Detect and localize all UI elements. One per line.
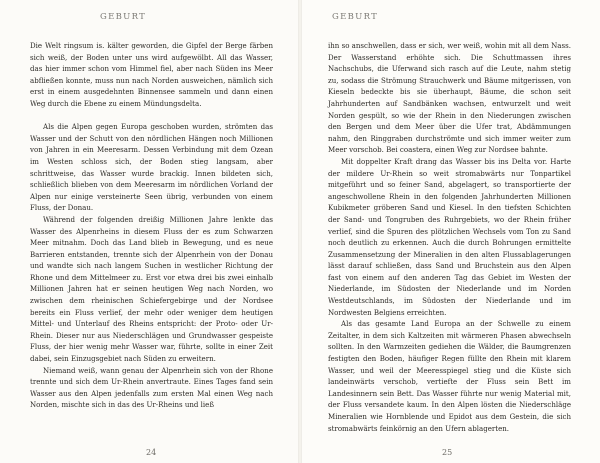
right-paragraph-3: Als das gesamte Land Europa an der Schwelle zu einem Zeitalter, in dem sich Kaltzeiten mit wärmeren Phasen abwechseln sollten. In den Warmzeiten gediehen die Wälder, die Baumgrenzen festigten den Boden, häufiger Regen füllte den Rhein mit klarem Wasser, und weil der Meeresspiegel stieg und die Küste sich landeinwärts verschob, vertiefte der Fluss sein Bett im Landesinnern sein Bett. Das Wasser führte nur wenig Material mit, der Fluss versandete kaum. In den Alpen lösten die Niederschläge Mineralien wie Hornblende und Epidot aus dem Gestein, die sich stromabwärts feinkörnig an den Ufern ablagerten. — [328, 319, 571, 433]
left-page-body — [30, 40, 273, 411]
page-number-right: 25 — [442, 448, 453, 457]
book-gutter — [298, 0, 302, 463]
left-paragraph-1: Die Welt ringsum is. kälter geworden, die Gipfel der Berge färben sich weiß, der Boden unter uns wird aufgewölbt. All das Wasser, das hier immer schon vom Himmel fiel, aber nach Süden ins Meer abfließen konnte, muss nun nach Norden ausweichen, nämlich sich erst in einem ausgedehnten Binnensee sammeln und dann einen Weg durch die Ebene zu einem Mündungsdelta. — [30, 41, 273, 108]
right-paragraph-2: Mit doppelter Kraft drang das Wasser bis ins Delta vor. Harte der mildere Ur-Rhein so weit stromabwärts nur Tonpartikel mitgeführt und so feiner Sand, abgelagert, so transportierte der angeschwollene Rhein in den folgenden Jahrhunderten Millionen Kubikmeter gröberen Sand und Kiesel. In den tiefsten Schichten der Sand- und Tongruben des Ruhrgebiets, wo der Rhein früher verlief, sind die Spuren des plötzlichen Wechsels vom Ton zu Sand noch deutlich zu erkennen. Auch die durch Bohrungen ermittelte Zusammensetzung der Mineralien in den alten Flussablagerungen lässt darauf schließen, dass Sand und Bruchstein aus den Alpen fast von einem auf den anderen Tag das Gebiet im Westen der Niederlande, im Südosten der Niederlande und im Norden Westdeutschlands, im Südosten der Niederlande und im Nordwesten Belgiens erreichten. — [328, 156, 571, 317]
left-paragraph-2: Als die Alpen gegen Europa geschoben wurden, strömten das Wasser und der Schutt von den nördlichen Hängen noch Millionen von Jahren in ein Meeresarm. Dessen Verbindung mit dem Ozean im Westen schloss sich, der Boden stieg langsam, aber schrittweise, das Wasser wurde brackig. Innen bildeten sich, schließlich blieben von dem Meeresarm im nördlichen Vorland der Alpen nur einige versteinerte Seen übrig, verbunden von einem Fluss, der Donau. — [30, 122, 273, 213]
right-paragraph-1: ihn so anschwellen, dass er sich, wer weiß, wohin mit all dem Nass. Der Wasserstand erhöhte sich. Die Schuttmassen ihres Nachschubs, die Uferwand sich rasch auf die Leute, nahm stetig zu, sodass die Strömung Strauchwerk und Bäume mitgerissen, von Kieseln bedeckte bis sie überhaupt, Bäume, die schon seit Jahrhunderten auf Sandbänken wachsen, entwurzelt und weit Norden gespült, so wie der Rhein in den Niederungen zwischen den Bergen und dem Meer über die Ufer trat, Abdämmungen nahm, den Ringgraben durchströmte und sich immer weiter zum Meer vorschob. Bei coastera, einen Weg zur Nordsee bahnte. — [328, 41, 571, 155]
running-head-left: GEBURT — [100, 12, 147, 22]
left-paragraph-4: Niemand weiß, wann genau der Alpenrhein sich von der Rhone trennte und sich dem Ur-Rhein anvertraute. Eines Tages fand sein Wasser aus den Alpen jedenfalls zum ersten Mal einen Weg nach Norden, mischte sich in das des Ur-Rheins und ließ — [30, 365, 273, 410]
left-paragraph-3: Während der folgenden dreißig Millionen Jahre lenkte das Wasser des Alpenrheins in diesem Fluss der es zum Schwarzen Meer mitnahm. Doch das Land blieb in Bewegung, und es neue Barrieren entstanden, trennte sich der Alpenrhein von der Donau und wandte sich nach langem Suchen in westlicher Richtung der Rhone und dem Mittelmeer zu. Erst vor etwa drei bis zwei einhalb Millionen Jahren hat er seinen heutigen Weg nach Norden, wo zwischen dem rheinischen Schiefergebirge und der Nordsee bereits ein Fluss verlief, der mehr oder weniger dem heutigen Mittel- und Unterlauf des Rheins entspricht: der Proto- oder Ur-Rhein. Dieser nur aus Niederschlägen und Grundwasser gespeiste Fluss, der hier wenig mehr Wasser war, führte, sollte in einer Zeit dabei, sein Einzugsgebiet nach Süden zu erweitern. — [30, 214, 273, 364]
running-head-right: GEBURT — [332, 12, 379, 22]
right-page — [300, 0, 600, 463]
right-page-body — [328, 40, 571, 434]
page-number-left: 24 — [146, 448, 157, 457]
